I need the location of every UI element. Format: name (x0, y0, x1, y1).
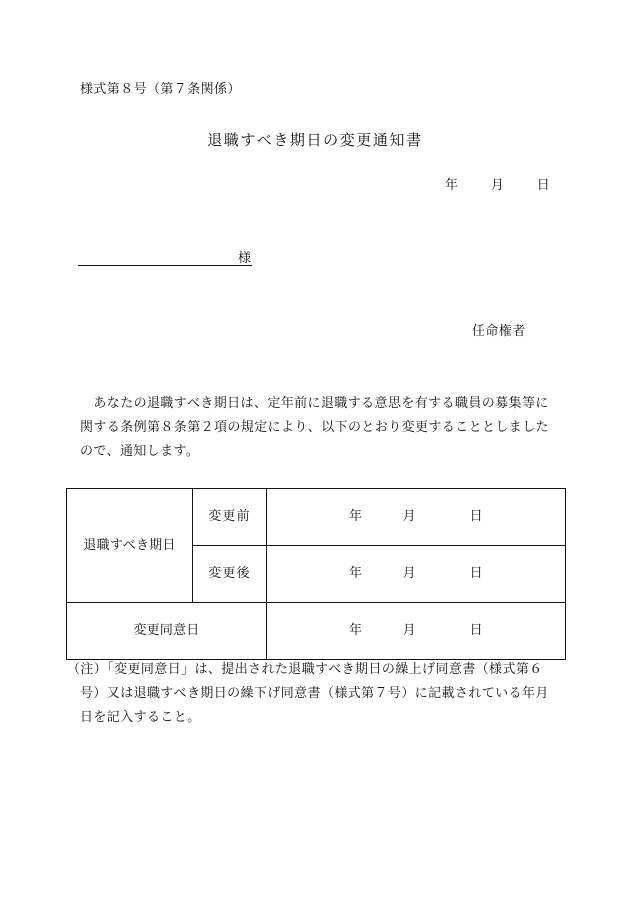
before-change-date: 年 月 日 (267, 489, 566, 546)
body-text-line: ので、通知します。 (80, 444, 200, 459)
document-title: 退職すべき期日の変更通知書 (207, 131, 423, 149)
after-change-date: 年 月 日 (267, 546, 566, 603)
addressee-underline (78, 265, 252, 266)
addressee-line (78, 247, 252, 271)
form-number: 様式第８号（第７条関係） (80, 82, 241, 97)
consent-date-label: 変更同意日 (67, 603, 267, 660)
after-change-label: 変更後 (193, 546, 267, 603)
addressee-honorific: 様 (238, 251, 252, 266)
body-text-line: あなたの退職すべき期日は、定年前に退職する意思を有する職員の募集等に (80, 396, 549, 411)
issuer-label: 任命権者 (472, 324, 526, 339)
note-text-line: 日を記入すること。 (80, 710, 201, 725)
retirement-date-label: 退職すべき期日 (67, 489, 193, 603)
table-row-before (67, 489, 566, 546)
note-text-line: （注）「変更同意日」は、提出された退職すべき期日の繰上げ同意書（様式第６ (67, 662, 543, 677)
change-table (66, 488, 566, 660)
body-text-line: 関する条例第８条第２項の規定により、以下のとおり変更することとしました (80, 420, 550, 435)
issue-date-line: 年 月 日 (445, 178, 553, 193)
note-text-line: 号）又は退職すべき期日の繰下げ同意書（様式第７号）に記載されている年月 (80, 686, 549, 701)
consent-date: 年 月 日 (267, 603, 566, 660)
before-change-label: 変更前 (193, 489, 267, 546)
table-row-consent (67, 603, 566, 660)
